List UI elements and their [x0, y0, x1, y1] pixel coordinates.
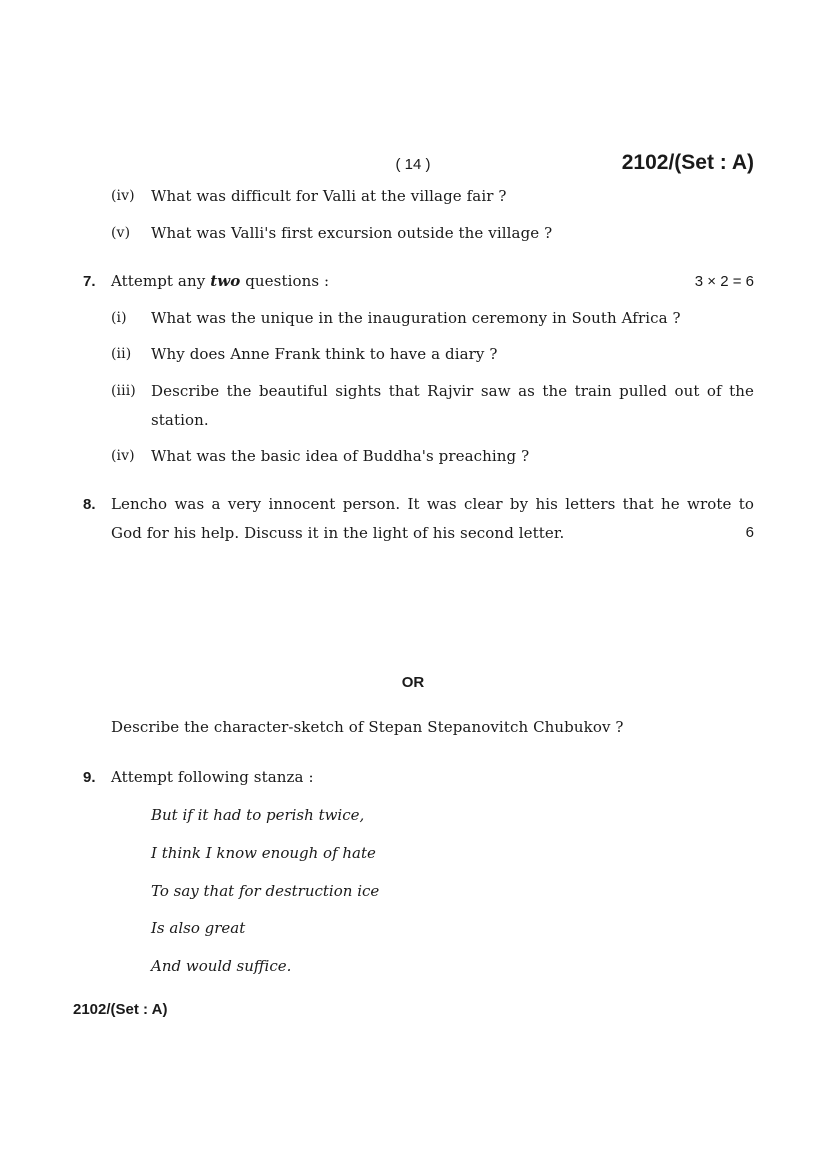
alternative-question-text: Describe the character-sketch of Stepan Stepanovitch Chubukov ? [111, 718, 624, 736]
sub-question-text: What was Valli's first excursion outside the village ? [151, 224, 553, 242]
sub-question-text: What was difficult for Valli at the village fair ? [151, 187, 507, 205]
question-instruction [111, 272, 329, 290]
stanza-line: And would suffice. [151, 957, 292, 975]
stanza-line: But if it had to perish twice, [151, 806, 365, 824]
stanza-line: Is also great [151, 919, 246, 937]
question-text: Lencho was a very innocent person. It was clear by his letters that he wrote to [111, 495, 754, 513]
sub-question-number: (iii) [111, 383, 136, 399]
sub-question-number: (i) [111, 310, 127, 326]
question-text-continued: God for his help. Discuss it in the light of his second letter. [111, 524, 565, 542]
question-number: 9. [83, 769, 96, 786]
question-instruction: Attempt following stanza : [111, 768, 314, 786]
sub-question-text-continued: station. [151, 411, 209, 429]
page-number: ( 14 ) [395, 156, 431, 173]
question-number: 7. [83, 273, 96, 290]
sub-question-number: (ii) [111, 346, 132, 362]
instruction-text: Attempt any [111, 272, 206, 290]
sub-question-number: (iv) [111, 188, 135, 204]
paper-code-header: 2102/(Set : A) [621, 151, 754, 174]
stanza-line: To say that for destruction ice [151, 882, 380, 900]
paper-code-footer: 2102/(Set : A) [73, 1001, 168, 1018]
sub-question-text: Why does Anne Frank think to have a diary ? [151, 345, 498, 363]
question-marks: 3 × 2 = 6 [694, 273, 754, 290]
sub-question-number: (iv) [111, 448, 135, 464]
sub-question-text: What was the basic idea of Buddha's preaching ? [151, 447, 530, 465]
sub-question-text: What was the unique in the inauguration ceremony in South Africa ? [151, 309, 681, 327]
instruction-text: questions : [245, 272, 330, 290]
sub-question-text: Describe the beautiful sights that Rajvir saw as the train pulled out of the [151, 382, 754, 400]
or-separator: OR [401, 674, 425, 691]
instruction-emphasis: two [210, 272, 241, 290]
sub-question-number: (v) [111, 225, 131, 241]
stanza-line: I think I know enough of hate [151, 844, 376, 862]
question-marks: 6 [745, 524, 754, 541]
question-number: 8. [83, 496, 96, 513]
